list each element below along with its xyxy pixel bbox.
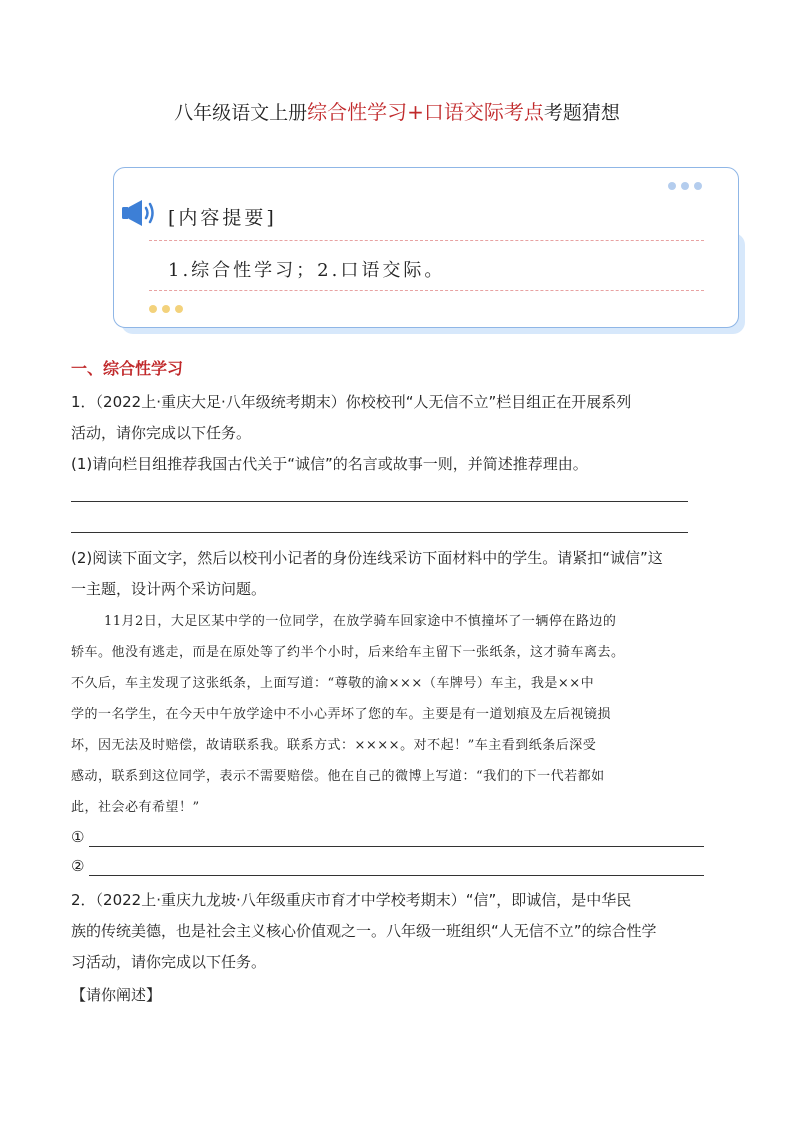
decorative-dots-top: [668, 182, 702, 190]
story-line: 感动，联系到这位同学，表示不需要赔偿。他在自己的微博上写道：“我们的下一代若都如: [71, 769, 605, 784]
decorative-dots-bottom: [149, 305, 183, 313]
q2-line2: 族的传统美德，也是社会主义核心价值观之一。八年级一班组织“人无信不立”的综合性学: [71, 922, 657, 940]
q2-line3: 习活动，请你完成以下任务。: [71, 953, 267, 971]
story-line: 学的一名学生，在今天中午放学途中不小心弄坏了您的车。主要是有一道划痕及左后视镜损: [71, 707, 612, 722]
title-prefix: 八年级语文上册: [174, 102, 308, 124]
q1-subquestion-2-line2: 一主题，设计两个采访问题。: [71, 580, 267, 598]
answer-line: [71, 501, 688, 502]
story-line: 不久后，车主发现了这张纸条，上面写道：“尊敬的渝×××（车牌号）车主，我是××中: [71, 676, 595, 691]
answer-line: [89, 846, 704, 847]
q1-subquestion-1: (1)请向栏目组推荐我国古代关于“诚信”的名言或故事一则，并简述推荐理由。: [71, 455, 588, 473]
story-line: 此，社会必有希望！”: [71, 800, 200, 815]
story-line: 轿车。他没有逃走，而是在原处等了约半个小时，后来给车主留下一张纸条，这才骑车离去。: [71, 645, 625, 660]
title-highlight: 综合性学习+口语交际考点: [307, 100, 544, 124]
q2-task-label: 【请你阐述】: [71, 986, 162, 1004]
story-line: 坏，因无法及时赔偿，故请联系我。联系方式：××××。对不起！”车主看到纸条后深受: [71, 738, 597, 753]
summary-box: [113, 167, 739, 328]
summary-divider-bottom: [149, 290, 704, 291]
q1-line2: 活动，请你完成以下任务。: [71, 424, 252, 442]
q1-subquestion-2-line1: (2)阅读下面文字，然后以校刊小记者的身份连线采访下面材料中的学生。请紧扣“诚信”这: [71, 549, 663, 567]
summary-content: 1.综合性学习；2.口语交际。: [168, 260, 446, 281]
q1-line1: 1．（2022上·重庆大足·八年级统考期末）你校校刊“人无信不立”栏目组正在开展系列: [71, 393, 632, 411]
title-suffix: 考题猜想: [543, 102, 620, 124]
section-heading: 一、综合性学习: [71, 359, 184, 378]
page-title: [0, 98, 794, 127]
answer-line: [89, 875, 704, 876]
summary-divider-top: [149, 240, 704, 241]
answer-mark-1: ①: [71, 828, 85, 846]
story-line: 11月2日，大足区某中学的一位同学，在放学骑车回家途中不慎撞坏了一辆停在路边的: [104, 614, 617, 629]
answer-line: [71, 532, 688, 533]
q2-line1: 2．（2022上·重庆九龙坡·八年级重庆市育才中学校考期末）“信”，即诚信，是中华民: [71, 891, 632, 909]
megaphone-icon: [120, 196, 160, 234]
answer-mark-2: ②: [71, 857, 85, 875]
summary-heading: [内容提要]: [168, 207, 277, 229]
